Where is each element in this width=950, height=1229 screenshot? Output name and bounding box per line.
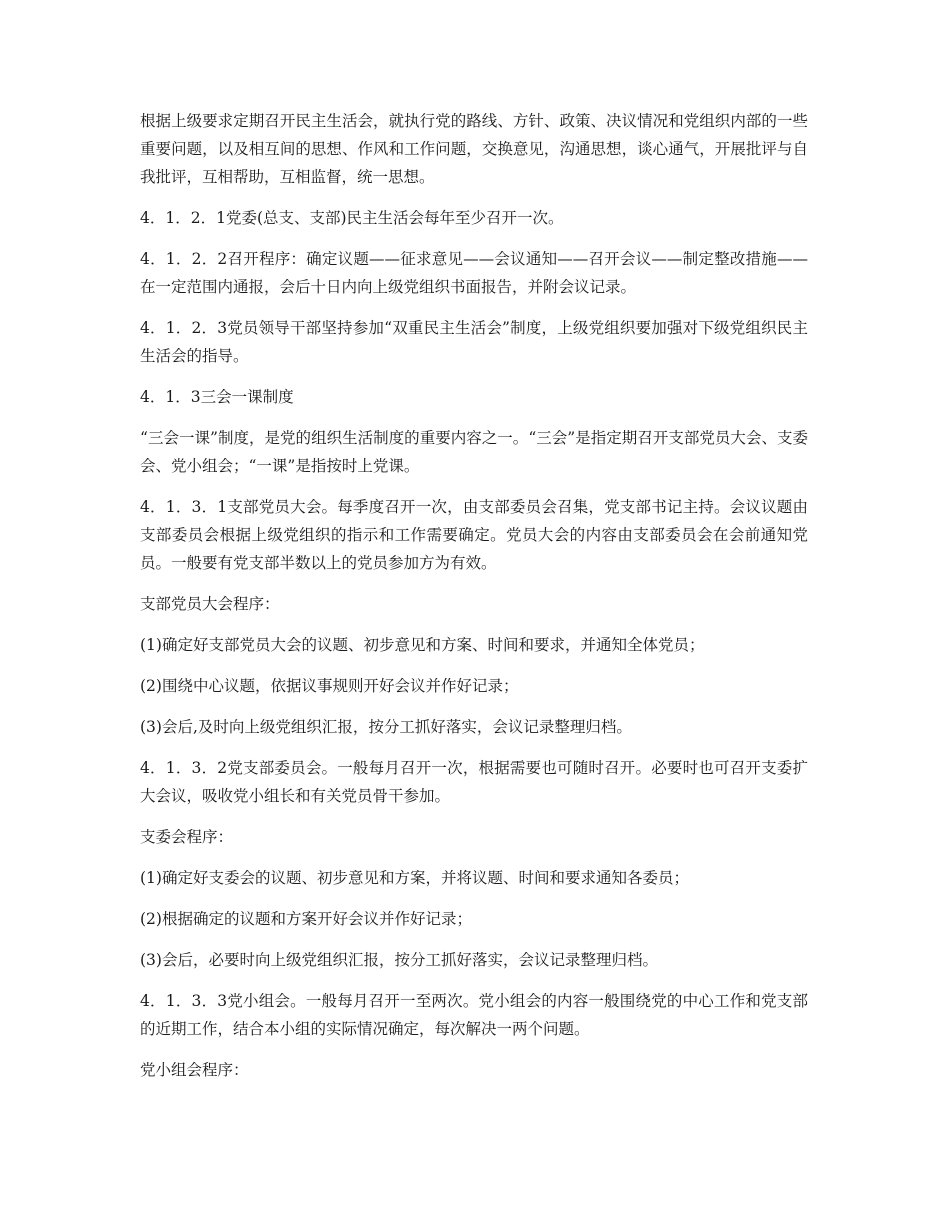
paragraph-intro: 根据上级要求定期召开民主生活会，就执行党的路线、方针、政策、决议情况和党组织内部的一些重要问题，以及相互间的思想、作风和工作问题，交换意见，沟通思想，谈心通气，开展批评与自我批评，互相帮助，互相监督，统一思想。 bbox=[140, 112, 808, 186]
list-item: (3)会后，必要时向上级党组织汇报，按分工抓好落实，会议记录整理归档。 bbox=[140, 951, 658, 969]
list-item: (2)根据确定的议题和方案开好会议并作好记录； bbox=[140, 910, 472, 928]
paragraph-4-1-2-3: 4．1．2．3党员领导干部坚持参加“双重民主生活会”制度，上级党组织要加强对下级党组织民主生活会的指导。 bbox=[140, 319, 808, 365]
list-item: (1)确定好支部党员大会的议题、初步意见和方案、时间和要求，并通知全体党员； bbox=[140, 636, 705, 654]
subheading-group-meeting-procedure: 党小组会程序： bbox=[140, 1061, 249, 1079]
paragraph-4-1-2-2: 4．1．2．2召开程序：确定议题——征求意见——会议通知——召开会议——制定整改措施——在一定范围内通报，会后十日内向上级党组织书面报告，并附会议记录。 bbox=[140, 250, 808, 296]
section-heading-4-1-3: 4．1．3三会一课制度 bbox=[140, 388, 294, 406]
paragraph-4-1-3-3: 4．1．3．3党小组会。一般每月召开一至两次。党小组会的内容一般围绕党的中心工作和党支部的近期工作，结合本小组的实际情况确定，每次解决一两个问题。 bbox=[140, 992, 808, 1038]
paragraph-4-1-3-1: 4．1．3．1支部党员大会。每季度召开一次，由支部委员会召集，党支部书记主持。会议议题由支部委员会根据上级党组织的指示和工作需要确定。党员大会的内容由支部委员会在会前通知党员。一般要有党支部半数以上的党员参加方为有效。 bbox=[140, 498, 808, 572]
list-item: (1)确定好支委会的议题、初步意见和方案，并将议题、时间和要求通知各委员； bbox=[140, 869, 689, 887]
subheading-branch-assembly-procedure: 支部党员大会程序： bbox=[140, 595, 280, 613]
paragraph-4-1-2-1: 4．1．2．1党委(总支、支部)民主生活会每年至少召开一次。 bbox=[140, 209, 564, 227]
list-item: (3)会后,及时向上级党组织汇报，按分工抓好落实，会议记录整理归档。 bbox=[140, 718, 632, 736]
subheading-committee-procedure: 支委会程序： bbox=[140, 828, 234, 846]
document-page bbox=[140, 107, 808, 1097]
paragraph-4-1-3-2: 4．1．3．2党支部委员会。一般每月召开一次，根据需要也可随时召开。必要时也可召开支委扩大会议，吸收党小组长和有关党员骨干参加。 bbox=[140, 759, 808, 805]
list-item: (2)围绕中心议题，依据议事规则开好会议并作好记录； bbox=[140, 677, 519, 695]
paragraph-three-meetings-one-lesson: “三会一课”制度，是党的组织生活制度的重要内容之一。“三会”是指定期召开支部党员大会、支委会、党小组会；“一课”是指按时上党课。 bbox=[140, 429, 808, 475]
